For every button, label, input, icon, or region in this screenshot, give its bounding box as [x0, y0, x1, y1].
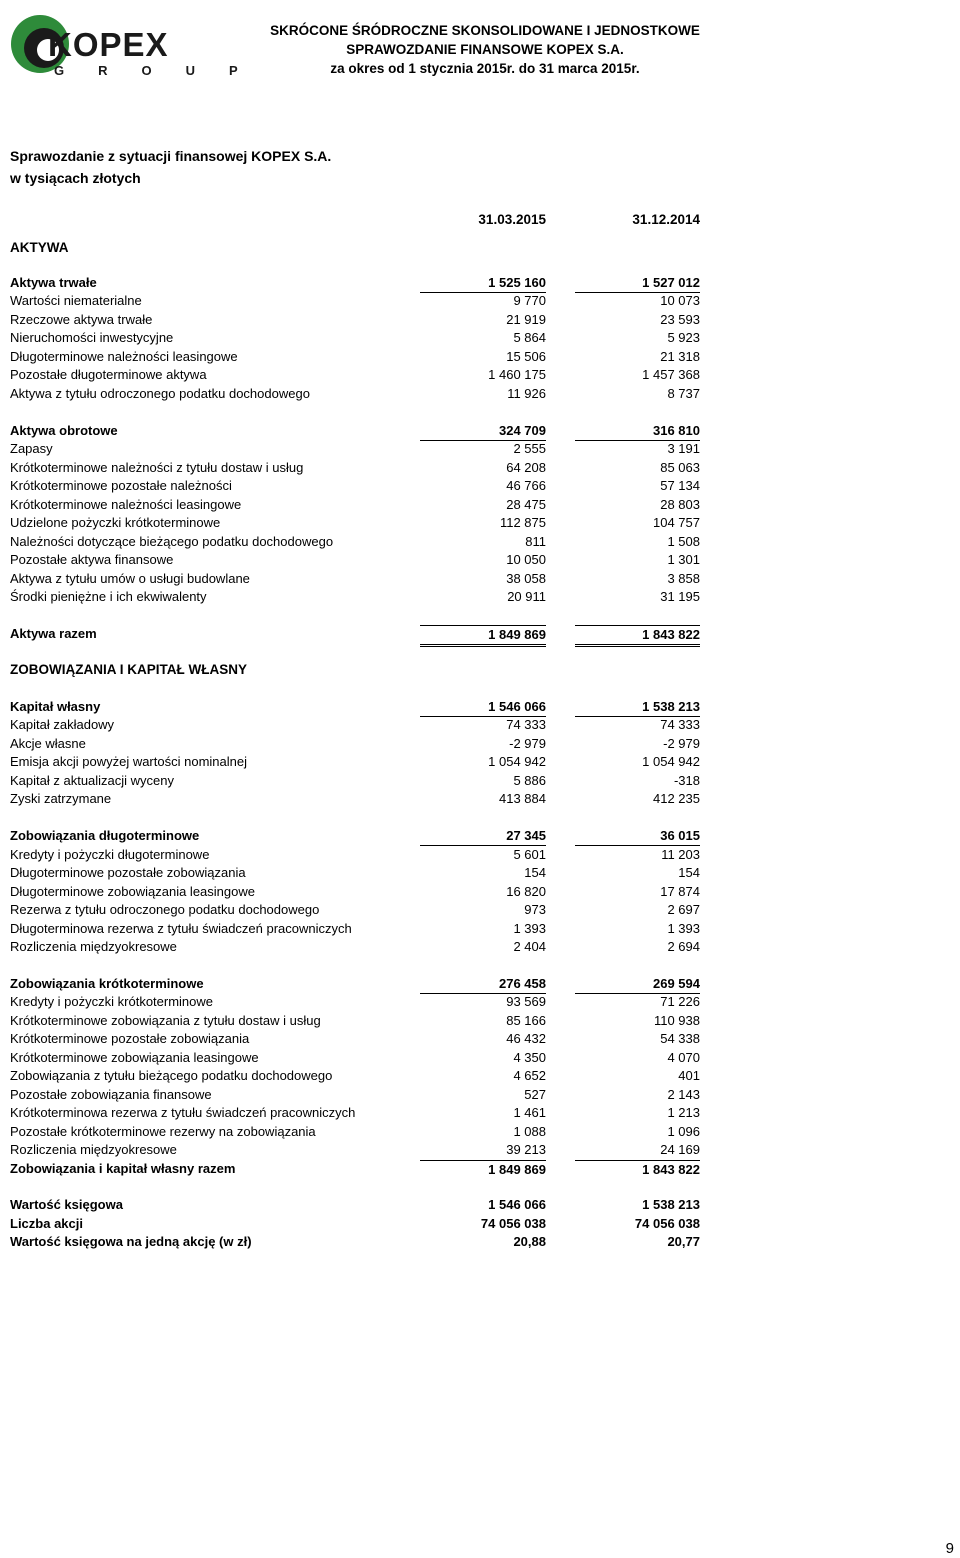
table-row — [0, 514, 960, 532]
table-row — [0, 753, 960, 771]
table-row — [0, 1086, 960, 1104]
value-2015: 46 766 — [506, 478, 546, 493]
section-liabilities-title: ZOBOWIĄZANIA I KAPITAŁ WŁASNY — [10, 662, 247, 677]
row-label: Rzeczowe aktywa trwałe — [10, 312, 153, 327]
value-2014: 23 593 — [660, 312, 700, 327]
row-label: Aktywa obrotowe — [10, 423, 118, 438]
value-2015: -2 979 — [509, 736, 546, 751]
row-label: Krótkoterminowe zobowiązania leasingowe — [10, 1050, 259, 1065]
table-row — [0, 1196, 960, 1214]
value-2015: 4 652 — [513, 1068, 546, 1083]
row-label: Wartość księgowa — [10, 1197, 123, 1212]
value-2014: 36 015 — [575, 827, 700, 846]
value-2014: 1 213 — [667, 1105, 700, 1120]
logo-subtitle: GROUP — [54, 63, 272, 78]
value-2014: 154 — [678, 865, 700, 880]
row-label: Aktywa z tytułu odroczonego podatku dochodowego — [10, 386, 310, 401]
value-2015: 5 864 — [513, 330, 546, 345]
value-2014: 110 938 — [653, 1013, 700, 1028]
table-row — [0, 716, 960, 734]
value-2014: 316 810 — [575, 422, 700, 441]
table-row — [0, 588, 960, 606]
value-2015: 11 926 — [507, 386, 546, 401]
row-label: Wartości niematerialne — [10, 293, 142, 308]
table-row — [0, 477, 960, 495]
value-2014: 31 195 — [660, 589, 700, 604]
table-row — [0, 790, 960, 808]
value-2015: 10 050 — [506, 552, 546, 567]
value-2014: 74 056 038 — [634, 1216, 700, 1231]
value-2015: 1 849 869 — [420, 1160, 546, 1179]
row-label: Krótkoterminowe pozostałe należności — [10, 478, 232, 493]
value-2014: 401 — [678, 1068, 700, 1083]
table-row — [0, 329, 960, 347]
value-2015: 1 849 869 — [420, 625, 546, 647]
row-label: Akcje własne — [10, 736, 86, 751]
value-2015: 2 555 — [513, 441, 546, 456]
row-label: Rezerwa z tytułu odroczonego podatku dochodowego — [10, 902, 320, 917]
row-label: Kapitał własny — [10, 699, 101, 714]
header-line-1: SKRÓCONE ŚRÓDROCZNE SKONSOLIDOWANE I JEDNOSTKOWE — [270, 23, 700, 38]
value-2015: 276 458 — [420, 975, 546, 994]
row-label: Pozostałe zobowiązania finansowe — [10, 1087, 212, 1102]
row-label: Rozliczenia międzyokresowe — [10, 1142, 177, 1157]
statement-title-line-1: Sprawozdanie z sytuacji finansowej KOPEX S.A. — [10, 148, 332, 164]
row-label: Pozostałe krótkoterminowe rezerwy na zobowiązania — [10, 1124, 316, 1139]
value-2014: 1 843 822 — [575, 1160, 700, 1179]
table-row — [0, 422, 960, 440]
column-header-2014: 31.12.2014 — [632, 212, 700, 227]
table-row — [0, 274, 960, 292]
row-label: Długoterminowe zobowiązania leasingowe — [10, 884, 255, 899]
value-2014: 8 737 — [667, 386, 700, 401]
row-label: Zapasy — [10, 441, 53, 456]
table-row — [0, 311, 960, 329]
value-2015: 811 — [525, 534, 546, 549]
value-2015: 1 461 — [513, 1105, 546, 1120]
value-2014: 21 318 — [660, 349, 700, 364]
row-label: Środki pieniężne i ich ekwiwalenty — [10, 589, 207, 604]
value-2014: 3 858 — [667, 571, 700, 586]
table-row — [0, 901, 960, 919]
table-row — [0, 827, 960, 845]
value-2015: 5 886 — [513, 773, 546, 788]
value-2015: 1 393 — [513, 921, 546, 936]
table-row — [0, 1233, 960, 1251]
row-label: Krótkoterminowe zobowiązania z tytułu dostaw i usług — [10, 1013, 321, 1028]
value-2015: 16 820 — [506, 884, 546, 899]
row-label: Krótkoterminowe pozostałe zobowiązania — [10, 1031, 250, 1046]
row-label: Aktywa razem — [10, 626, 97, 641]
table-row — [0, 938, 960, 956]
table-row — [0, 496, 960, 514]
row-label: Nieruchomości inwestycyjne — [10, 330, 174, 345]
table-row — [0, 459, 960, 477]
value-2015: 15 506 — [506, 349, 546, 364]
row-label: Zobowiązania długoterminowe — [10, 828, 200, 843]
row-label: Długoterminowe należności leasingowe — [10, 349, 238, 364]
row-label: Aktywa z tytułu umów o usługi budowlane — [10, 571, 250, 586]
table-row — [0, 348, 960, 366]
value-2015: 9 770 — [513, 293, 546, 308]
value-2014: 3 191 — [667, 441, 700, 456]
value-2014: 4 070 — [667, 1050, 700, 1065]
value-2015: 1 525 160 — [420, 274, 546, 293]
value-2015: 1 546 066 — [488, 1197, 546, 1212]
value-2014: 11 203 — [661, 847, 700, 862]
value-2015: 1 546 066 — [420, 698, 546, 717]
value-2015: 27 345 — [420, 827, 546, 846]
value-2015: 20 911 — [507, 589, 546, 604]
header-line-2: SPRAWOZDANIE FINANSOWE KOPEX S.A. — [346, 42, 624, 57]
table-row — [0, 1160, 960, 1178]
row-label: Kredyty i pożyczki długoterminowe — [10, 847, 210, 862]
row-label: Pozostałe aktywa finansowe — [10, 552, 174, 567]
row-label: Emisja akcji powyżej wartości nominalnej — [10, 754, 247, 769]
table-row — [0, 385, 960, 403]
table-row — [0, 1012, 960, 1030]
value-2015: 38 058 — [506, 571, 546, 586]
value-2014: 1 843 822 — [575, 625, 700, 647]
value-2015: 1 460 175 — [488, 367, 546, 382]
table-row — [0, 625, 960, 643]
value-2014: 412 235 — [653, 791, 700, 806]
row-label: Udzielone pożyczki krótkoterminowe — [10, 515, 221, 530]
table-row — [0, 975, 960, 993]
value-2014: 71 226 — [660, 994, 700, 1009]
row-label: Krótkoterminowe należności z tytułu dostaw i usług — [10, 460, 304, 475]
table-row — [0, 864, 960, 882]
table-row — [0, 551, 960, 569]
table-row — [0, 292, 960, 310]
value-2015: 46 432 — [506, 1031, 546, 1046]
logo-wordmark: KOPEX — [48, 26, 169, 63]
section-assets-title: AKTYWA — [10, 240, 69, 255]
row-label: Aktywa trwałe — [10, 275, 97, 290]
value-2015: 93 569 — [506, 994, 546, 1009]
value-2014: 24 169 — [660, 1142, 700, 1157]
table-row — [0, 1049, 960, 1067]
value-2015: 527 — [524, 1087, 546, 1102]
value-2014: 1 538 213 — [642, 1197, 700, 1212]
value-2015: 21 919 — [506, 312, 546, 327]
value-2015: 1 088 — [513, 1124, 546, 1139]
table-row — [0, 533, 960, 551]
value-2014: 5 923 — [667, 330, 700, 345]
value-2015: 28 475 — [506, 497, 546, 512]
row-label: Rozliczenia międzyokresowe — [10, 939, 177, 954]
value-2015: 1 054 942 — [488, 754, 546, 769]
value-2014: 74 333 — [660, 717, 700, 732]
row-label: Kapitał zakładowy — [10, 717, 115, 732]
table-row — [0, 698, 960, 716]
value-2014: 20,77 — [667, 1234, 700, 1249]
table-row — [0, 846, 960, 864]
row-label: Zobowiązania i kapitał własny razem — [10, 1161, 236, 1176]
row-label: Liczba akcji — [10, 1216, 83, 1231]
value-2014: 1 393 — [667, 921, 700, 936]
page-number: 9 — [945, 1540, 954, 1557]
value-2015: 154 — [524, 865, 546, 880]
row-label: Zyski zatrzymane — [10, 791, 112, 806]
table-row — [0, 1141, 960, 1159]
row-label: Zobowiązania z tytułu bieżącego podatku dochodowego — [10, 1068, 333, 1083]
value-2015: 2 404 — [513, 939, 546, 954]
value-2015: 973 — [524, 902, 546, 917]
value-2014: 54 338 — [660, 1031, 700, 1046]
value-2014: 1 054 942 — [642, 754, 700, 769]
value-2014: 269 594 — [575, 975, 700, 994]
value-2015: 5 601 — [513, 847, 546, 862]
statement-units: w tysiącach złotych — [10, 170, 141, 186]
value-2015: 74 333 — [506, 717, 546, 732]
row-label: Kredyty i pożyczki krótkoterminowe — [10, 994, 214, 1009]
value-2014: 2 143 — [667, 1087, 700, 1102]
value-2015: 74 056 038 — [480, 1216, 546, 1231]
table-row — [0, 1067, 960, 1085]
value-2015: 20,88 — [513, 1234, 546, 1249]
value-2014: 1 457 368 — [642, 367, 700, 382]
value-2014: 1 301 — [667, 552, 700, 567]
value-2014: 1 538 213 — [575, 698, 700, 717]
value-2014: 1 096 — [667, 1124, 700, 1139]
value-2015: 85 166 — [506, 1013, 546, 1028]
row-label: Pozostałe długoterminowe aktywa — [10, 367, 207, 382]
header-line-3: za okres od 1 stycznia 2015r. do 31 marca 2015r. — [330, 61, 640, 76]
table-row — [0, 735, 960, 753]
value-2015: 324 709 — [420, 422, 546, 441]
value-2015: 64 208 — [506, 460, 546, 475]
table-row — [0, 772, 960, 790]
table-row — [0, 920, 960, 938]
value-2015: 413 884 — [499, 791, 546, 806]
value-2014: 1 508 — [667, 534, 700, 549]
row-label: Zobowiązania krótkoterminowe — [10, 976, 204, 991]
table-row — [0, 1104, 960, 1122]
value-2014: 17 874 — [660, 884, 700, 899]
table-row — [0, 1215, 960, 1233]
table-row — [0, 440, 960, 458]
value-2014: 57 134 — [660, 478, 700, 493]
row-label: Wartość księgowa na jedną akcję (w zł) — [10, 1234, 252, 1249]
table-row — [0, 1123, 960, 1141]
value-2014: 10 073 — [660, 293, 700, 308]
value-2014: -2 979 — [663, 736, 700, 751]
value-2015: 39 213 — [506, 1142, 546, 1157]
table-row — [0, 1030, 960, 1048]
row-label: Należności dotyczące bieżącego podatku dochodowego — [10, 534, 334, 549]
value-2014: 104 757 — [653, 515, 700, 530]
column-header-2015: 31.03.2015 — [478, 212, 546, 227]
table-row — [0, 883, 960, 901]
table-row — [0, 570, 960, 588]
table-row — [0, 993, 960, 1011]
value-2014: 2 694 — [667, 939, 700, 954]
value-2014: 28 803 — [660, 497, 700, 512]
value-2014: 1 527 012 — [575, 274, 700, 293]
row-label: Krótkoterminowa rezerwa z tytułu świadczeń pracowniczych — [10, 1105, 356, 1120]
row-label: Długoterminowe pozostałe zobowiązania — [10, 865, 246, 880]
row-label: Kapitał z aktualizacji wyceny — [10, 773, 175, 788]
value-2014: 85 063 — [660, 460, 700, 475]
value-2014: 2 697 — [667, 902, 700, 917]
value-2015: 4 350 — [513, 1050, 546, 1065]
row-label: Krótkoterminowe należności leasingowe — [10, 497, 242, 512]
row-label: Długoterminowa rezerwa z tytułu świadczeń pracowniczych — [10, 921, 352, 936]
table-row — [0, 366, 960, 384]
value-2014: -318 — [673, 773, 700, 788]
value-2015: 112 875 — [499, 515, 546, 530]
